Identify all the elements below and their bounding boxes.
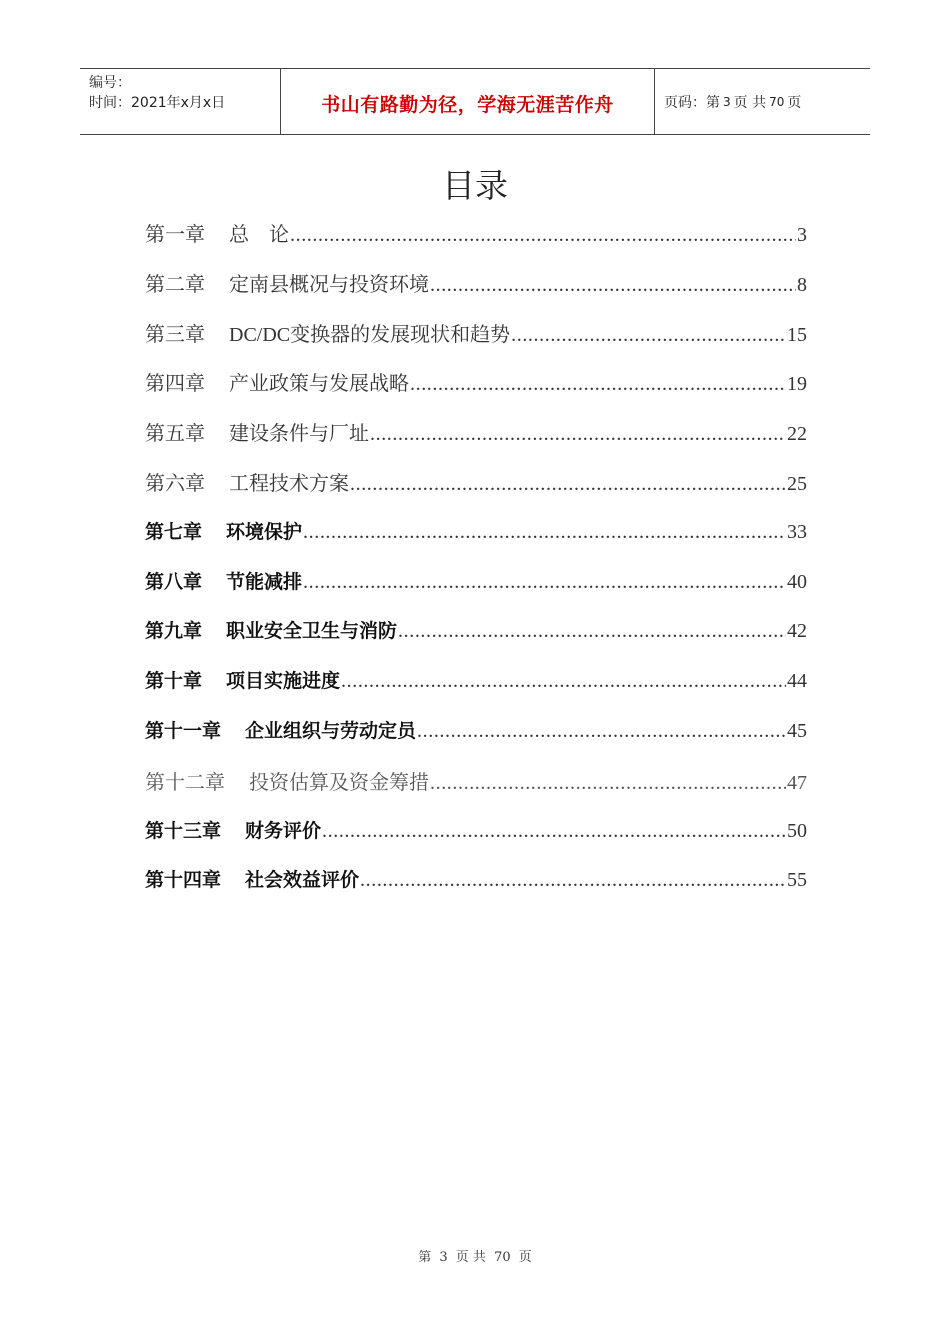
toc-leader-dots — [511, 324, 786, 347]
toc-leader-dots — [360, 869, 786, 892]
toc-leader-dots — [398, 620, 786, 643]
toc-entry-title: 财务评价 — [245, 819, 322, 842]
toc-chapter: 第十四章 — [145, 869, 222, 892]
toc-page-number: 22 — [787, 423, 807, 446]
toc-entry[interactable] — [145, 517, 807, 567]
footer-suffix: 页 — [518, 1250, 532, 1265]
page-prefix: 页码：第 — [664, 94, 720, 111]
toc-chapter: 第二章 — [145, 273, 205, 296]
toc-entry-title: 社会效益评价 — [245, 869, 360, 892]
toc-page-number: 44 — [787, 670, 807, 693]
toc-entry[interactable] — [145, 766, 807, 816]
toc-chapter: 第四章 — [145, 373, 205, 396]
toc-entry[interactable] — [145, 318, 807, 368]
toc-page-number: 42 — [787, 620, 807, 643]
footer-prefix: 第 — [418, 1250, 432, 1265]
toc-page-number: 15 — [787, 323, 807, 346]
page-footer — [0, 1246, 950, 1265]
toc-entry[interactable] — [145, 467, 807, 517]
toc-entry[interactable] — [145, 816, 807, 866]
toc-entry[interactable] — [145, 417, 807, 467]
time-label: 时间：2021年x月x日 — [89, 95, 226, 111]
toc-leader-dots — [303, 571, 786, 594]
toc-leader-dots — [350, 473, 786, 496]
toc-entry-title: 工程技术方案 — [229, 472, 349, 495]
toc-title: 目录 — [442, 166, 508, 205]
toc-entry-title: 项目实施进度 — [226, 670, 341, 693]
toc-leader-dots — [430, 274, 796, 297]
toc-entry-title: 节能减排 — [226, 570, 303, 593]
toc-entry[interactable] — [145, 367, 807, 417]
toc-page-number: 50 — [787, 819, 807, 842]
toc-chapter: 第十三章 — [145, 819, 222, 842]
toc-entry[interactable] — [145, 567, 807, 617]
toc-chapter: 第十二章 — [145, 771, 225, 794]
toc-chapter: 第十一章 — [145, 719, 222, 742]
toc-page-number: 8 — [797, 273, 807, 296]
toc-chapter: 第七章 — [145, 520, 203, 543]
toc-chapter: 第五章 — [145, 423, 205, 446]
toc-page-number: 25 — [787, 472, 807, 495]
toc-leader-dots — [290, 224, 796, 247]
toc-page-number: 40 — [787, 570, 807, 593]
header-motto-cell — [281, 69, 655, 134]
toc-leader-dots — [417, 720, 786, 743]
page-suffix: 页 — [787, 94, 802, 111]
page-total: 70 — [769, 94, 785, 109]
table-of-contents — [145, 218, 807, 915]
page-current: 3 — [723, 94, 731, 109]
toc-entry[interactable] — [145, 616, 807, 666]
motto-text: 书山有路勤为径，学海无涯苦作舟 — [321, 94, 614, 116]
toc-chapter: 第六章 — [145, 472, 205, 495]
footer-mid: 页 共 — [455, 1250, 486, 1265]
toc-page-number: 47 — [787, 771, 807, 794]
toc-entry[interactable] — [145, 268, 807, 318]
toc-leader-dots — [430, 772, 786, 795]
toc-leader-dots — [303, 521, 786, 544]
header-page-cell — [655, 69, 870, 134]
toc-page-number: 19 — [787, 373, 807, 396]
code-label: 编号： — [89, 75, 131, 91]
toc-leader-dots — [370, 423, 786, 446]
toc-chapter: 第八章 — [145, 570, 203, 593]
toc-entry-title: 环境保护 — [226, 520, 303, 543]
toc-entry-title: 产业政策与发展战略 — [229, 373, 409, 396]
toc-page-number: 3 — [797, 224, 807, 246]
document-header — [80, 68, 870, 135]
toc-entry[interactable] — [145, 666, 807, 716]
page-mid: 页 共 — [733, 94, 767, 111]
footer-current-page: 3 — [439, 1250, 448, 1265]
toc-entry[interactable] — [145, 865, 807, 915]
toc-entry-title: 总 论 — [229, 224, 289, 246]
toc-leader-dots — [341, 670, 786, 693]
toc-entry[interactable] — [145, 218, 807, 268]
toc-entry-title: DC/DC变换器的发展现状和趋势 — [229, 323, 511, 346]
toc-entry-title: 建设条件与厂址 — [229, 423, 369, 446]
toc-page-number: 45 — [787, 719, 807, 742]
toc-chapter: 第一章 — [145, 224, 205, 246]
toc-chapter: 第九章 — [145, 620, 203, 643]
toc-entry-title: 定南县概况与投资环境 — [229, 273, 429, 296]
toc-chapter: 第十章 — [145, 670, 203, 693]
toc-page-number: 33 — [787, 520, 807, 543]
header-meta-cell — [80, 69, 281, 134]
toc-entry-title: 投资估算及资金筹措 — [249, 771, 429, 794]
toc-leader-dots — [322, 820, 786, 843]
toc-page-number: 55 — [787, 869, 807, 892]
toc-leader-dots — [410, 373, 786, 396]
footer-total-pages: 70 — [494, 1250, 511, 1265]
toc-chapter: 第三章 — [145, 323, 205, 346]
toc-entry-title: 企业组织与劳动定员 — [245, 719, 417, 742]
toc-entry[interactable] — [145, 716, 807, 766]
toc-entry-title: 职业安全卫生与消防 — [226, 620, 398, 643]
